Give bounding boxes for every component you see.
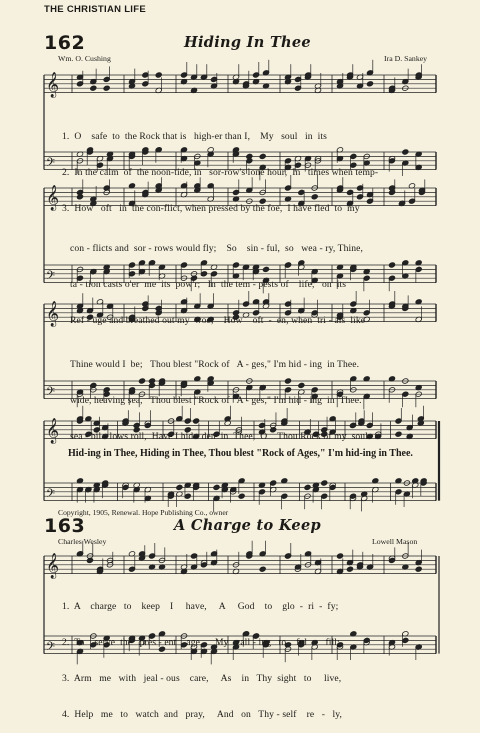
hymn-162-system2-lyrics	[70, 219, 365, 339]
note-head	[336, 553, 343, 559]
lyric-line: 2. To serve the pres - ent age, My call - ing to ful - fill;	[62, 637, 340, 648]
note-head	[415, 566, 422, 572]
lyric-line: 3. Arm me with jeal - ous care, As in Thy sight to live,	[62, 673, 342, 684]
clef-symbol: 𝄞	[46, 185, 60, 211]
lyric-line: 2. In the calm of the noon-tide, in sor-row's lone hour, In times when temp-	[62, 167, 379, 178]
lyric-line: 1. O safe to the Rock that is high-er than I, My soul in its	[62, 131, 328, 142]
note-head	[284, 553, 291, 559]
note-head	[388, 262, 395, 268]
hymn-title-162: Hiding In Thee	[184, 34, 311, 51]
hymn-163-composer: Lowell Mason	[372, 537, 418, 546]
note-head	[402, 149, 409, 155]
hymn-162-refrain: Hid-ing in Thee, Hiding in Thee, Thou blest "Rock of Ages," I'm hid-ing in Thee.	[68, 448, 413, 459]
clef-symbol: 𝄢	[46, 156, 56, 173]
clef-symbol: 𝄞	[46, 418, 60, 444]
note-head	[321, 480, 328, 486]
lyric-line: 1. A charge to keep I have, A God to glo - ri - fy;	[62, 601, 339, 612]
note-head	[259, 566, 266, 572]
note-head	[238, 493, 245, 499]
hymn-number-163: 163	[44, 515, 86, 537]
lyric-line: con - flicts and sor - rows would fly; So sin - ful, so wea - ry, Thine,	[70, 243, 364, 254]
note-head	[176, 484, 183, 490]
note-head	[155, 72, 162, 78]
hymn-162-system3-lyrics	[70, 335, 370, 455]
note-head	[304, 484, 311, 490]
note-head	[366, 81, 373, 87]
lyric-line: 3. How oft in the con-flict, when pressed by the foe, I have fled to my	[62, 203, 360, 214]
note-head	[395, 431, 402, 437]
lyric-line: Ref - uge and breathed out my woe; How oft - en, when tri - als like	[70, 315, 366, 326]
clef-symbol: 𝄢	[46, 269, 56, 286]
clef-symbol: 𝄢	[46, 640, 56, 657]
lyric-line: ta - tion casts o'er me its pow'r; In the tem - pests of life, on its	[70, 279, 347, 290]
hymn-162-composer: Ira D. Sankey	[384, 54, 428, 63]
hymn-163-lyrics	[62, 577, 342, 733]
lyric-line: Thine would I be; Thou blest "Rock of A - ges," I'm hid - ing in Thee.	[70, 359, 360, 370]
running-head: THE CHRISTIAN LIFE	[44, 4, 146, 15]
clef-symbol: 𝄢	[46, 487, 56, 504]
hymn-162-author: Wm. O. Cushing	[58, 54, 111, 63]
hymn-162-system1-lyrics	[62, 107, 378, 227]
clef-symbol: 𝄞	[46, 553, 60, 579]
hymn-162-copyright: Copyright, 1905, Renewal. Hope Publishing Co., owner	[58, 508, 229, 517]
hymn-title-163: A Charge to Keep	[174, 517, 321, 534]
lyric-line: sea - bil - lows roll, Have I hid - den in Thee, O Thou Rock of my soul.	[70, 431, 371, 442]
lyric-line: 4. Help me to watch and pray, And on Thy - self re - ly,	[62, 709, 343, 720]
note-head	[213, 484, 220, 490]
note-head	[90, 85, 97, 91]
clef-symbol: 𝄢	[46, 385, 56, 402]
hymn-number-162: 162	[44, 32, 86, 54]
lyric-line: wide, heaving sea, Thou blest "Rock of A - ges," I'm hid - ing in Thee.	[70, 395, 362, 406]
hymn-163-author: Charles Wesley	[58, 537, 107, 546]
clef-symbol: 𝄞	[46, 301, 60, 327]
clef-symbol: 𝄞	[46, 72, 60, 98]
note-head	[103, 85, 110, 91]
note-head	[346, 566, 353, 572]
